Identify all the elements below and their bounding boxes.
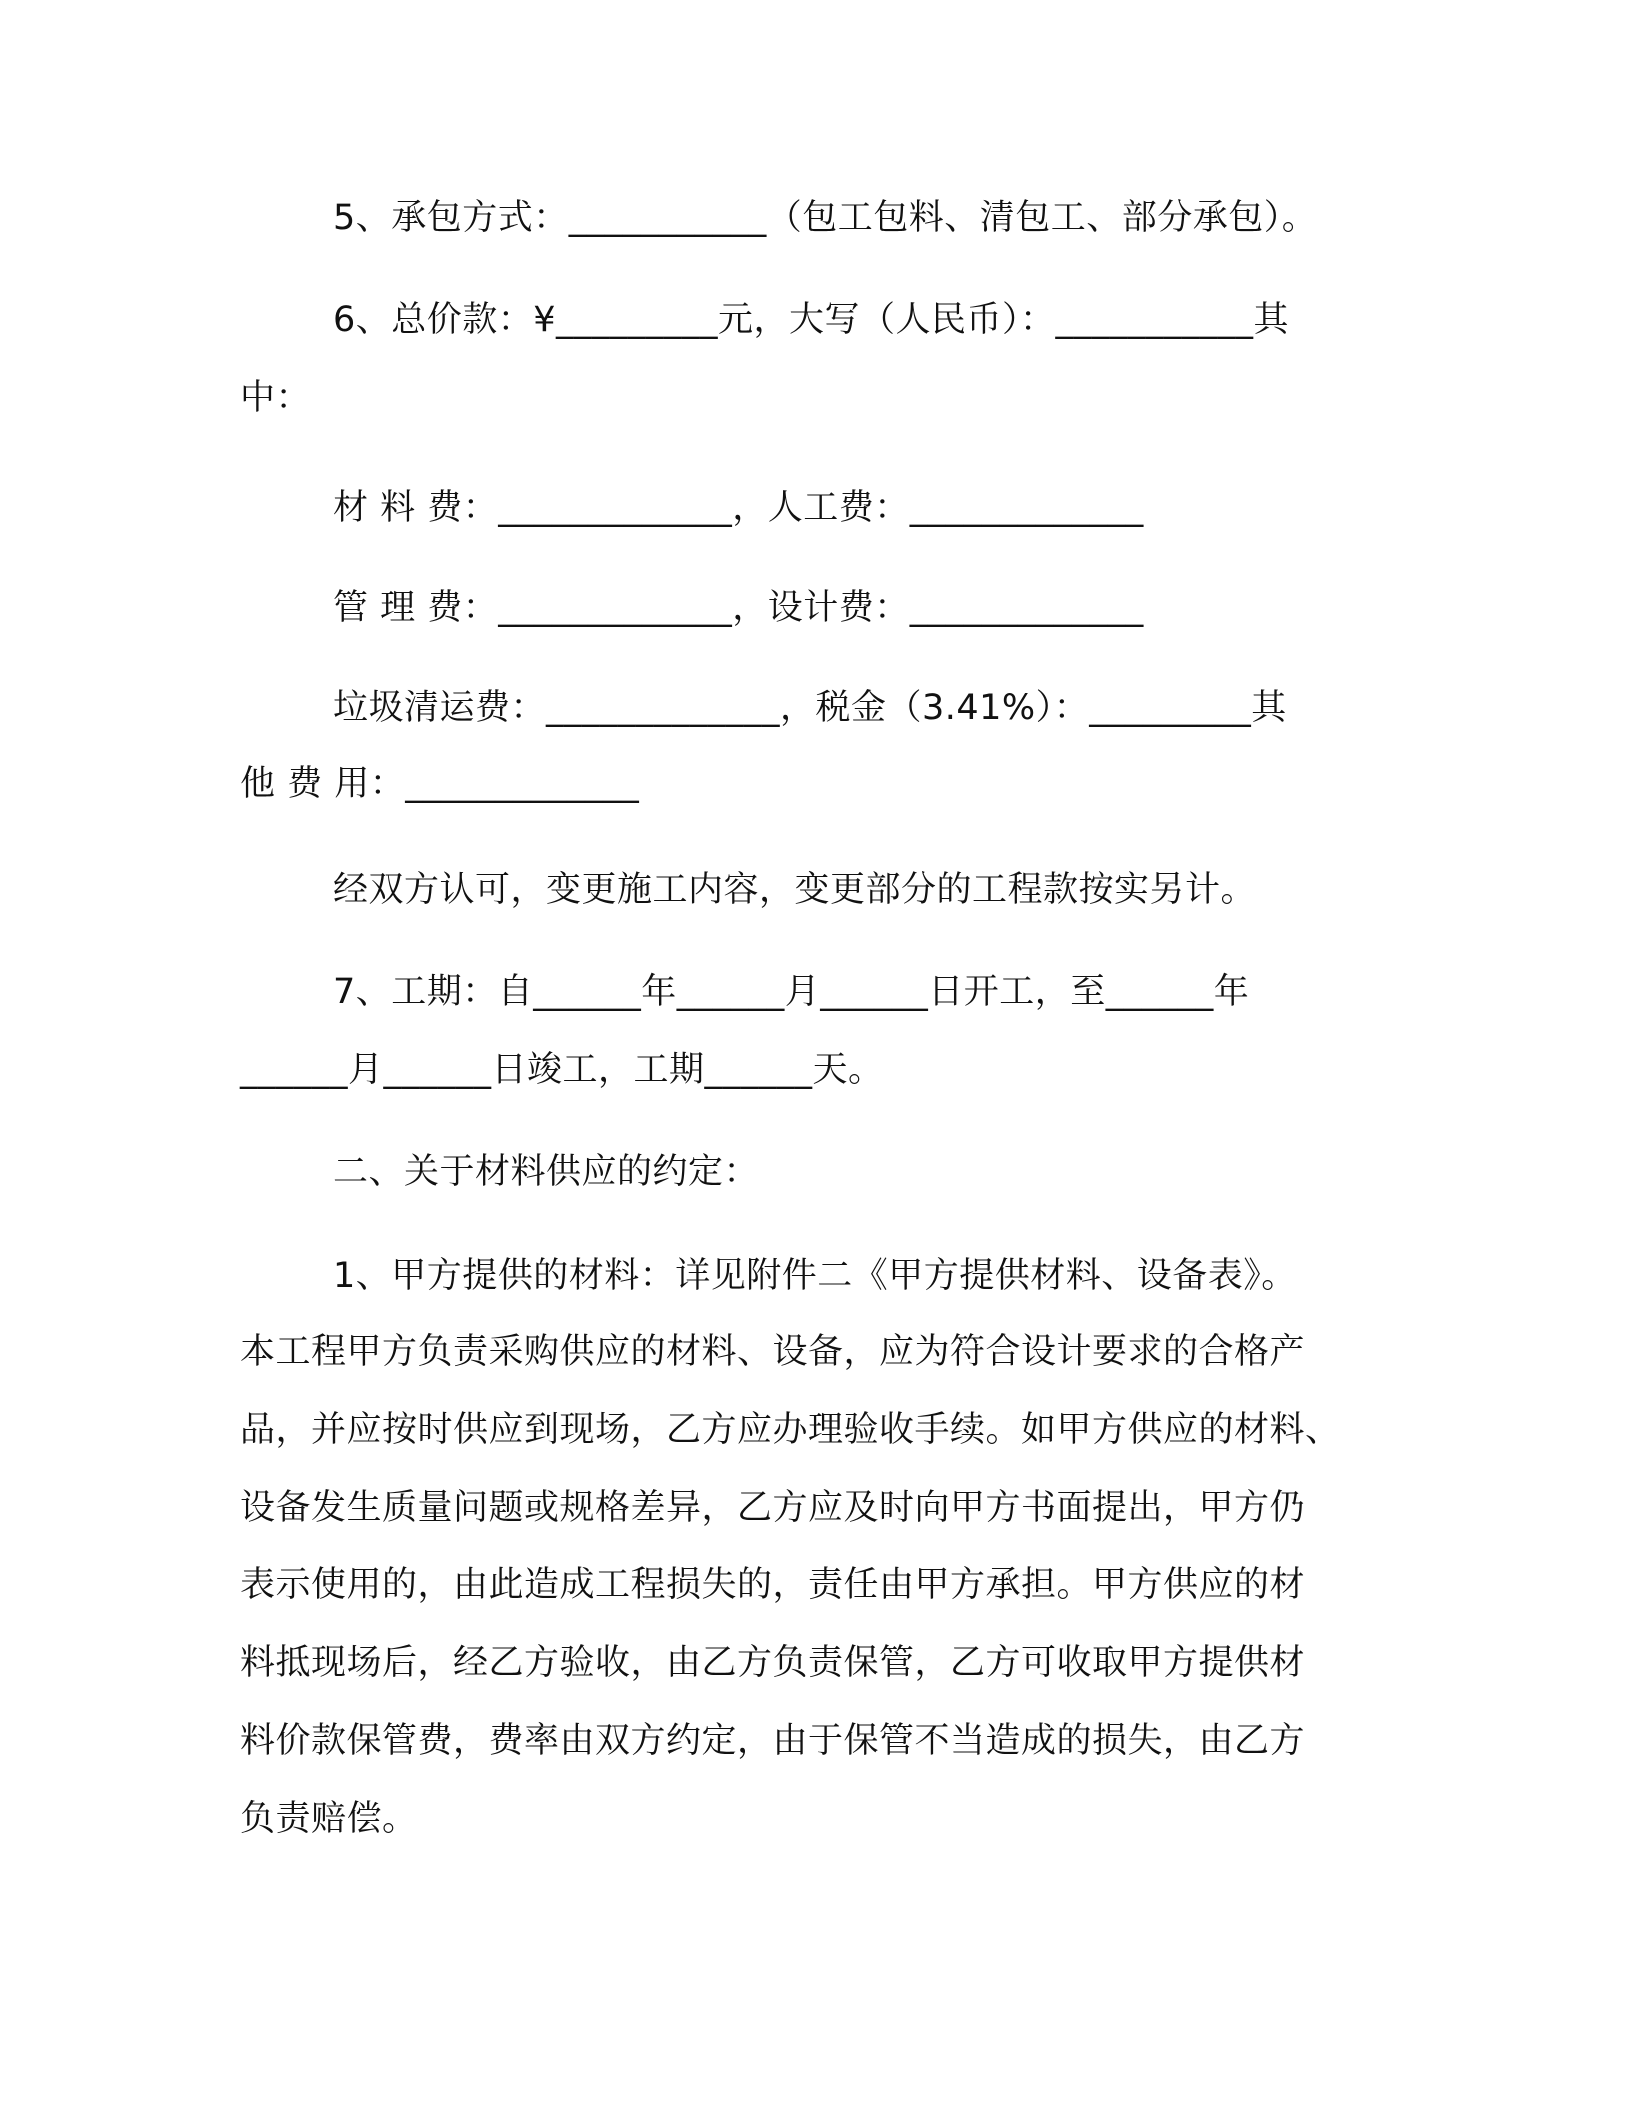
paragraph-line: 品，并应按时供应到现场，乙方应办理验收手续。如甲方供应的材料、 xyxy=(240,1410,1341,1450)
clause-6-total-price: 6、总价款：¥_________元，大写（人民币）：___________其 xyxy=(333,300,1290,340)
paragraph-line: 料抵现场后，经乙方验收，由乙方负责保管，乙方可收取甲方提供材 xyxy=(240,1643,1306,1683)
clause-6-continuation: 中： xyxy=(240,378,312,418)
paragraph-line: 表示使用的，由此造成工程损失的，责任由甲方承担。甲方供应的材 xyxy=(240,1565,1306,1605)
section-2-heading: 二、关于材料供应的约定： xyxy=(333,1152,760,1192)
paragraph-line: 本工程甲方负责采购供应的材料、设备，应为符合设计要求的合格产 xyxy=(240,1332,1306,1372)
fee-other: 他 费 用：_____________ xyxy=(240,764,640,804)
fee-waste-tax: 垃圾清运费：_____________，税金（3.41%）：_________其 xyxy=(333,688,1287,728)
fee-material-labor: 材 料 费：_____________，人工费：_____________ xyxy=(333,488,1144,528)
fee-management-design: 管 理 费：_____________，设计费：_____________ xyxy=(333,588,1144,628)
clause-7-continuation: ______月______日竣工，工期______天。 xyxy=(240,1050,884,1090)
paragraph-line: 料价款保管费，费率由双方约定，由于保管不当造成的损失，由乙方 xyxy=(240,1721,1306,1761)
clause-5-contract-method: 5、承包方式：___________（包工包料、清包工、部分承包）。 xyxy=(333,198,1318,238)
change-note: 经双方认可，变更施工内容，变更部分的工程款按实另计。 xyxy=(333,870,1257,910)
clause-1-materials: 1、甲方提供的材料：详见附件二《甲方提供材料、设备表》。 xyxy=(333,1256,1297,1296)
paragraph-line: 设备发生质量问题或规格差异，乙方应及时向甲方书面提出，甲方仍 xyxy=(240,1488,1306,1528)
paragraph-line: 负责赔偿。 xyxy=(240,1799,418,1839)
clause-7-schedule: 7、工期：自______年______月______日开工，至______年 xyxy=(333,972,1250,1012)
